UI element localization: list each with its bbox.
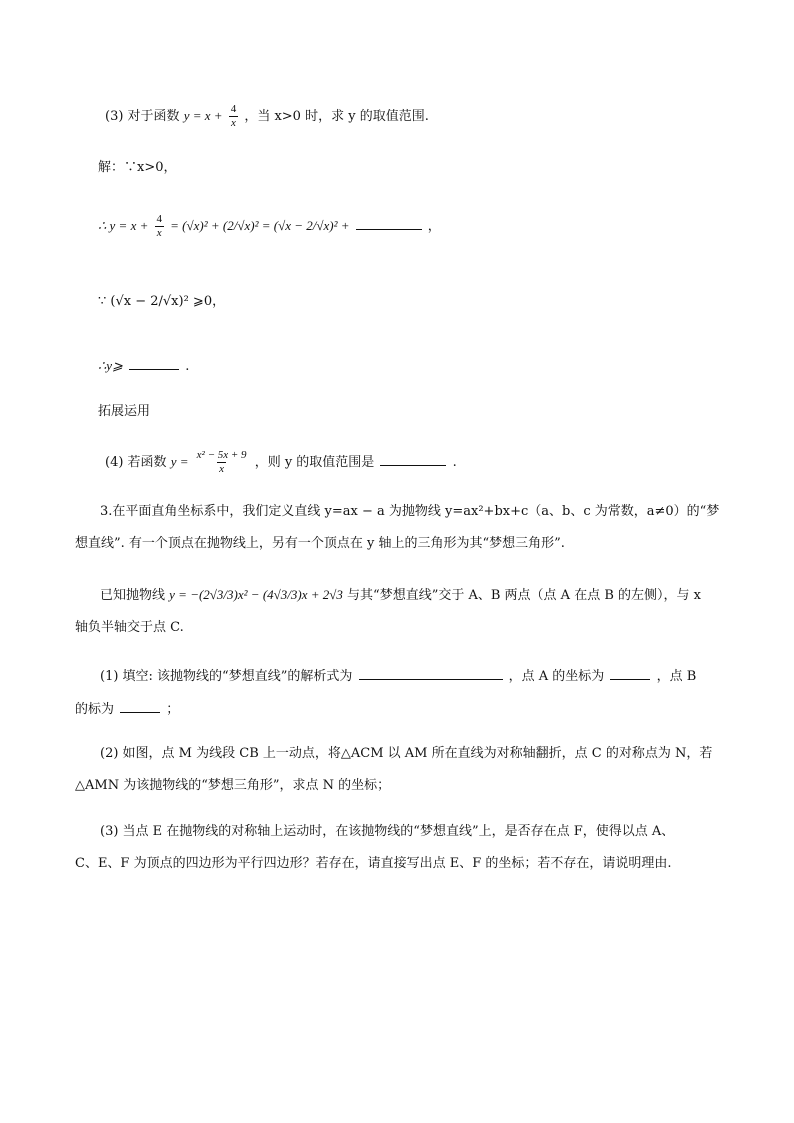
extension-heading: 拓展运用 [98, 404, 151, 419]
q3-prefix: (3) 对于函数 [105, 109, 180, 124]
q4-frac-num: x² − 5x + 9 [196, 449, 247, 461]
solution-therefore2: ∴y⩾ [98, 358, 123, 373]
q3-part3-line [105, 104, 429, 129]
q3-suffix: ，当 x>0 时，求 y 的取值范围. [244, 109, 429, 124]
solution-fraction [155, 214, 165, 239]
problem3-given-line2: 轴负半轴交于点 C. [75, 620, 184, 635]
q4-frac-den: x [219, 463, 225, 475]
blank-4[interactable] [359, 667, 503, 680]
given-prefix: 已知抛物线 [100, 588, 166, 603]
q3-fraction [229, 104, 239, 129]
blank-3[interactable] [380, 453, 446, 466]
solution-tail1: ， [427, 219, 441, 234]
blank-6[interactable] [120, 700, 160, 713]
solution-tail2: . [185, 359, 190, 374]
solution-label: 解：∵x>0， [98, 160, 177, 175]
q4-suffix: ，则 y 的取值范围是 [254, 455, 375, 470]
given-suffix: 与其“梦想直线”交于 A、B 两点（点 A 在点 B 的左侧），与 x [347, 588, 701, 603]
solution-therefore1: ∴ y = x + [98, 218, 149, 233]
solution-frac-den: x [156, 227, 162, 239]
blank-5[interactable] [610, 667, 650, 680]
p1-text-d: 的标为 [75, 702, 115, 717]
p1-text-c: ，点 B [656, 669, 697, 684]
q4-end: . [452, 455, 457, 470]
p1-line1 [100, 667, 696, 687]
q4-fraction [195, 450, 249, 475]
q3-func-lhs: y = x + [183, 108, 223, 123]
given-equation: y = −(2√3/3)x² − (4√3/3)x + 2√3 [169, 587, 343, 602]
problem3-line1: 3.在平面直角坐标系中，我们定义直线 y=ax − a 为抛物线 y=ax²+bx+c（a、b、c 为常数，a≠0）的“梦 [100, 504, 720, 519]
q3-frac-den: x [230, 117, 236, 129]
p1-text-a: (1) 填空: 该抛物线的“梦想直线”的解析式为 [100, 669, 353, 684]
blank-2[interactable] [129, 357, 179, 370]
problem3-given [100, 585, 701, 606]
p1-text-e: ； [166, 702, 180, 717]
p3-line1: (3) 当点 E 在抛物线的对称轴上运动时，在该抛物线的“梦想直线”上，是否存在点 F，使得以点 A、 [100, 824, 675, 839]
problem3-line2: 想直线”. 有一个顶点在抛物线上，另有一个顶点在 y 轴上的三角形为其“梦想三角形”. [75, 536, 565, 551]
p2-line2: △AMN 为该抛物线的“梦想三角形”，求点 N 的坐标； [75, 778, 391, 793]
solution-because: ∵ (√x − 2/√x)² ⩾0， [98, 294, 226, 309]
p1-text-b: ，点 A 的坐标为 [508, 669, 605, 684]
p1-line2 [75, 700, 179, 720]
q3-frac-num: 4 [230, 103, 237, 115]
solution-step2 [98, 356, 189, 377]
q4-prefix: (4) 若函数 [105, 455, 167, 470]
q4-lhs: y = [170, 454, 189, 469]
q4-line [105, 450, 457, 475]
solution-eq-text1: = (√x)² + (2/√x)² = (√x − 2/√x)² + [170, 218, 350, 233]
blank-1[interactable] [356, 217, 422, 230]
p2-line1: (2) 如图，点 M 为线段 CB 上一动点，将△ACM 以 AM 所在直线为对称轴翻折，点 C 的对称点为 N，若 [100, 746, 713, 761]
solution-step1 [98, 214, 441, 239]
p3-line2: C、E、F 为顶点的四边形为平行四边形？若存在，请直接写出点 E、F 的坐标；若不存在，请说明理由. [75, 856, 672, 871]
solution-frac-num: 4 [156, 213, 162, 225]
